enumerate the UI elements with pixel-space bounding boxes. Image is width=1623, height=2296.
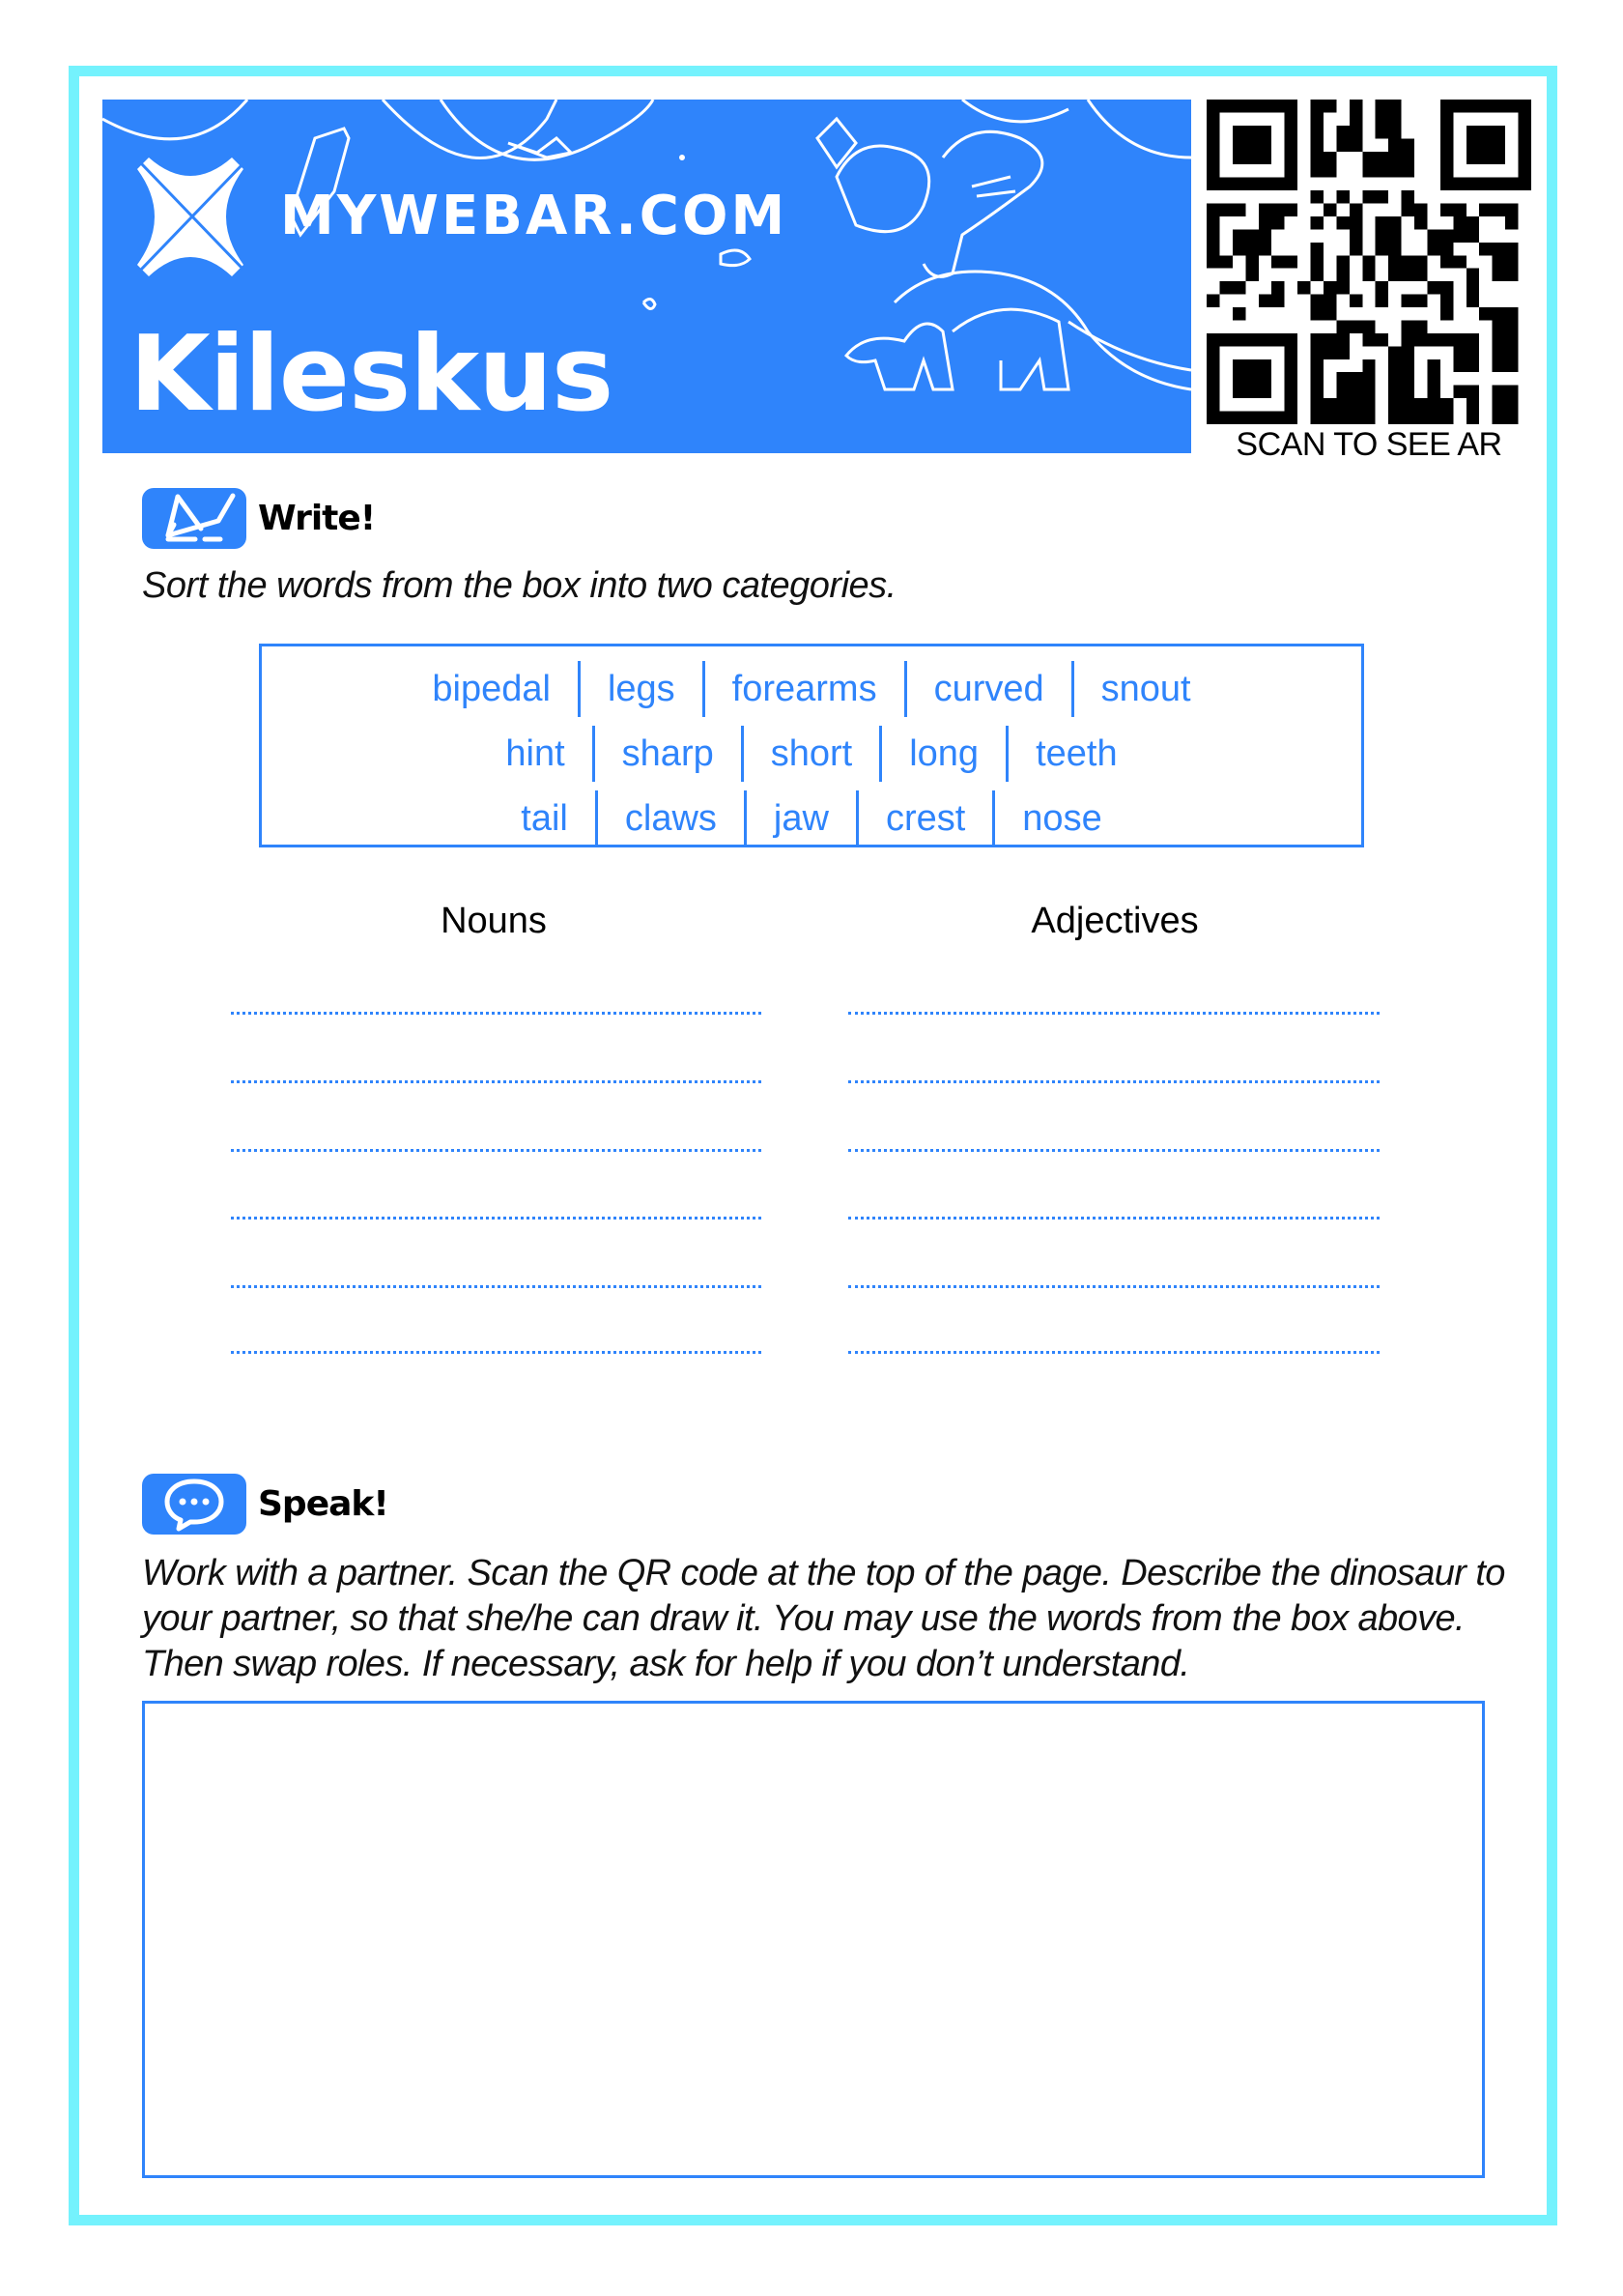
adjectives-answer-line[interactable] bbox=[848, 1012, 1380, 1015]
qr-caption: SCAN TO SEE AR bbox=[1236, 426, 1502, 463]
qr-code-icon[interactable] bbox=[1206, 100, 1532, 424]
write-section-header bbox=[142, 488, 375, 549]
nouns-answer-line[interactable] bbox=[231, 1080, 761, 1083]
nouns-column-heading: Nouns bbox=[441, 901, 547, 941]
nouns-answer-line[interactable] bbox=[231, 1012, 761, 1015]
nouns-answer-line[interactable] bbox=[231, 1217, 761, 1220]
word-item: hint bbox=[505, 732, 565, 774]
word-item: nose bbox=[1022, 797, 1102, 839]
word-item: snout bbox=[1100, 668, 1191, 709]
speak-instruction: Work with a partner. Scan the QR code at the top of the page. Describe the dinosaur to your partner, so that she/he can draw it. You may use the words from the box above. Then swap roles. If necessary, ask for help if you don’t understand. bbox=[142, 1553, 1505, 1684]
write-instruction: Sort the words from the box into two categories. bbox=[142, 565, 897, 606]
drawing-area[interactable] bbox=[142, 1701, 1485, 2178]
qr-code-block[interactable] bbox=[1206, 100, 1532, 464]
adjectives-answer-line[interactable] bbox=[848, 1217, 1380, 1220]
speech-bubble-icon bbox=[142, 1474, 246, 1535]
word-item: jaw bbox=[773, 797, 829, 839]
header-banner bbox=[102, 100, 1191, 453]
word-item: bipedal bbox=[432, 668, 551, 709]
page-title: Kileskus bbox=[129, 314, 613, 435]
speak-section-header bbox=[142, 1474, 388, 1535]
word-item: legs bbox=[607, 668, 675, 709]
word-row bbox=[262, 721, 1361, 786]
word-item: curved bbox=[933, 668, 1044, 709]
word-item: claws bbox=[624, 797, 717, 839]
speak-title: Speak! bbox=[258, 1484, 388, 1524]
adjectives-column-heading: Adjectives bbox=[1031, 901, 1199, 941]
mywebar-logo-icon bbox=[129, 156, 252, 278]
adjectives-answer-line[interactable] bbox=[848, 1285, 1380, 1288]
word-item: short bbox=[770, 732, 853, 774]
nouns-answer-line[interactable] bbox=[231, 1149, 761, 1152]
word-item: teeth bbox=[1036, 732, 1118, 774]
word-box bbox=[259, 644, 1364, 847]
word-item: tail bbox=[521, 797, 568, 839]
brand-name: MYWEBAR.COM bbox=[280, 185, 788, 247]
word-item: crest bbox=[885, 797, 966, 839]
word-row bbox=[262, 786, 1361, 850]
write-title: Write! bbox=[258, 499, 376, 538]
nouns-answer-line[interactable] bbox=[231, 1351, 761, 1354]
pencil-write-icon bbox=[142, 488, 246, 549]
word-item: forearms bbox=[731, 668, 877, 709]
word-item: long bbox=[909, 732, 980, 774]
word-row bbox=[262, 656, 1361, 721]
adjectives-answer-line[interactable] bbox=[848, 1080, 1380, 1083]
adjectives-answer-line[interactable] bbox=[848, 1149, 1380, 1152]
nouns-answer-line[interactable] bbox=[231, 1285, 761, 1288]
word-item: sharp bbox=[621, 732, 714, 774]
adjectives-answer-line[interactable] bbox=[848, 1351, 1380, 1354]
